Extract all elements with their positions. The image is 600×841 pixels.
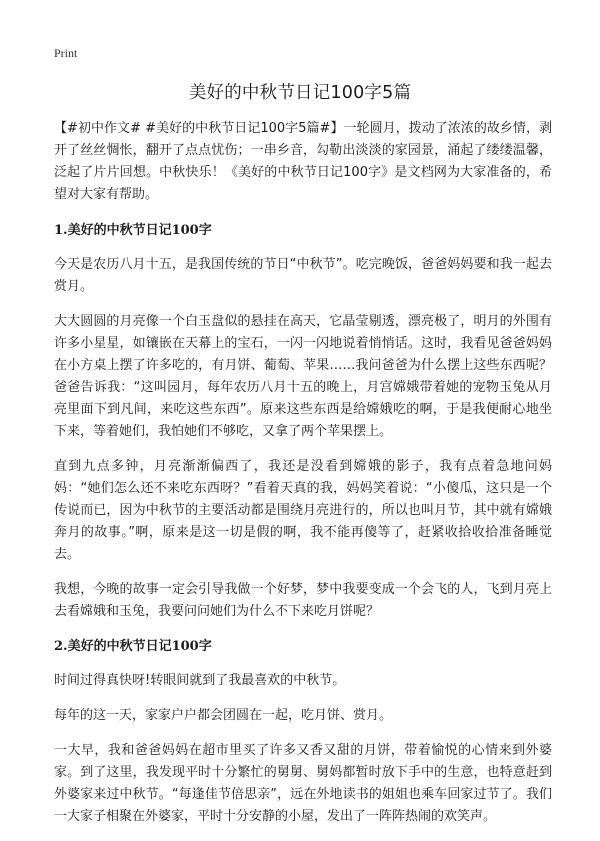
document-body [54, 118, 552, 841]
document-title: 美好的中秋节日记100字5篇 [188, 83, 412, 103]
paragraph: 一大早，我和爸爸妈妈在超市里买了许多又香又甜的月饼，带着愉悦的心情来到外婆家。到了这里，我发现平时十分繁忙的舅舅、舅妈都暂时放下手中的生意，也特意赶到外婆家来过中秋节。“每逢佳节倍思亲”，远在外地读书的姐姐也乘车回家过节了。我们一大家子相聚在外婆家，平时十分安静的小屋，发出了一阵阵热闹的欢笑声。 [54, 743, 552, 824]
intro-paragraph: 【#初中作文# #美好的中秋节日记100字5篇#】一轮圆月，拨动了浓浓的故乡情，剥开了丝丝惆怅，翻开了点点忧伤；一串乡音，勾勒出淡淡的家园景，涌起了缕缕温馨，泛起了片片回想。中秋快乐！《美好的中秋节日记100字》是文档网为大家准备的，希望对大家有帮助。 [54, 121, 552, 202]
section-1 [54, 220, 552, 623]
paragraph: 直到九点多钟，月亮渐渐偏西了，我还是没看到嫦娥的影子，我有点着急地问妈妈：“她们怎么还不来吃东西呀？”看着天真的我，妈妈笑着说：“小傻瓜，这只是一个传说而已，因为中秋节的主要活动都是围绕月亮进行的，所以也叫月节，其中就有嫦娥奔月的故事。”啊，原来是这一切是假的啊，我不能再傻等了，赶紧收拾收拾准备睡觉去。 [54, 459, 552, 562]
section-heading: 2.美好的中秋节日记100字 [54, 639, 212, 654]
paragraph: 大大圆圆的月亮像一个白玉盘似的悬挂在高天，它晶莹剔透，漂亮极了，明月的外围有许多小星星，如镶嵌在天幕上的宝石，一闪一闪地说着悄悄话。这时，我看见爸爸妈妈在小方桌上摆了许多吃的，有月饼、葡萄、苹果……我问爸爸为什么摆上这些东西呢？爸爸告诉我：“这叫园月，每年农历八月十五的晚上，月宫嫦娥带着她的宠物玉兔从月亮里面下到凡间，来吃这些东西”。原来这些东西是给嫦娥吃的啊，于是我便耐心地坐下来，等着她们，我怕她们不够吃，又拿了两个苹果摆上。 [54, 314, 552, 439]
section-2 [54, 636, 552, 828]
paragraph: 我想，今晚的故事一定会引导我做一个好梦，梦中我要变成一个会飞的人，飞到月亮上去看嫦娥和玉兔，我要问问她们为什么不下来吃月饼呢？ [54, 582, 552, 619]
paragraph: 今天是农历八月十五，是我国传统的节日“中秋节”。吃完晚饭，爸爸妈妈要和我一起去赏月。 [54, 257, 552, 294]
section-heading: 1.美好的中秋节日记100字 [54, 223, 212, 238]
print-link[interactable]: Print [54, 46, 78, 60]
paragraph: 时间过得真快呀!转眼间就到了我最喜欢的中秋节。 [54, 673, 346, 688]
paragraph: 每年的这一天，家家户户都会团圆在一起，吃月饼、赏月。 [54, 708, 393, 723]
